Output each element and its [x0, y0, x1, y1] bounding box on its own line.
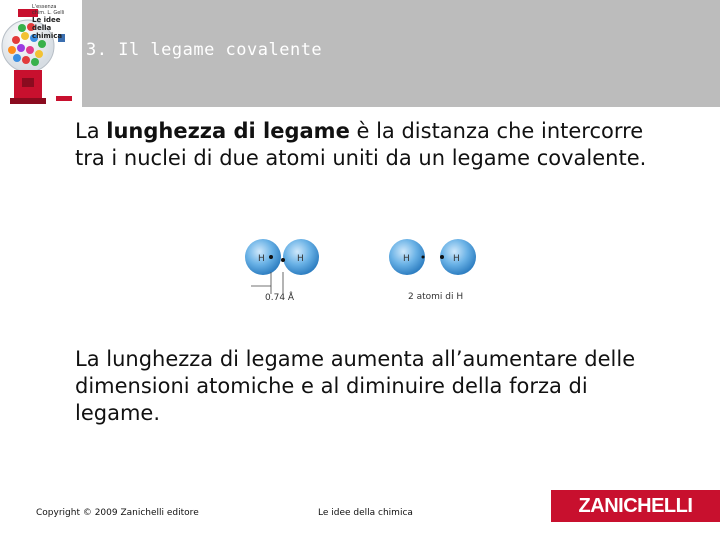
nucleus-right: [281, 258, 285, 262]
separate-h-atoms: [389, 239, 476, 302]
separate-atom-left-label: H: [403, 254, 410, 264]
book-cover-publisher-mark: [56, 96, 72, 101]
molecule-atom-left-label: H: [258, 254, 265, 264]
h2-molecule: [245, 239, 319, 303]
zanichelli-logo: ZANICHELLI: [551, 490, 720, 522]
footer-book-title: Le idee della chimica: [318, 508, 413, 518]
slide-title: 3. Il legame covalente: [86, 40, 323, 60]
molecule-atom-right-label: H: [297, 254, 304, 264]
separate-nucleus-left: [422, 256, 425, 259]
separate-nucleus-right: [440, 255, 444, 259]
separate-atom-right-label: H: [453, 254, 460, 264]
paragraph-bond-length-definition: La lunghezza di legame è la distanza che intercorre tra i nuclei di due atomi uniti da un legame covalente.: [75, 119, 647, 170]
bond-length-label: 0.74 Å: [265, 293, 295, 303]
bond-length-diagram: [235, 228, 480, 308]
footer-copyright: Copyright © 2009 Zanichelli editore: [36, 508, 199, 518]
bold-term: lunghezza di legame: [106, 119, 350, 143]
separate-atoms-label: 2 atomi di H: [408, 292, 464, 302]
nucleus-left: [269, 255, 273, 259]
book-cover-title: L'essenza chim. L. Gelli Le idee della chimica: [32, 4, 65, 40]
book-cover-image: [0, 0, 82, 107]
paragraph-bond-length-trend: La lunghezza di legame aumenta all’aumentare delle dimensioni atomiche e al diminuire della forza di legame.: [75, 347, 636, 425]
